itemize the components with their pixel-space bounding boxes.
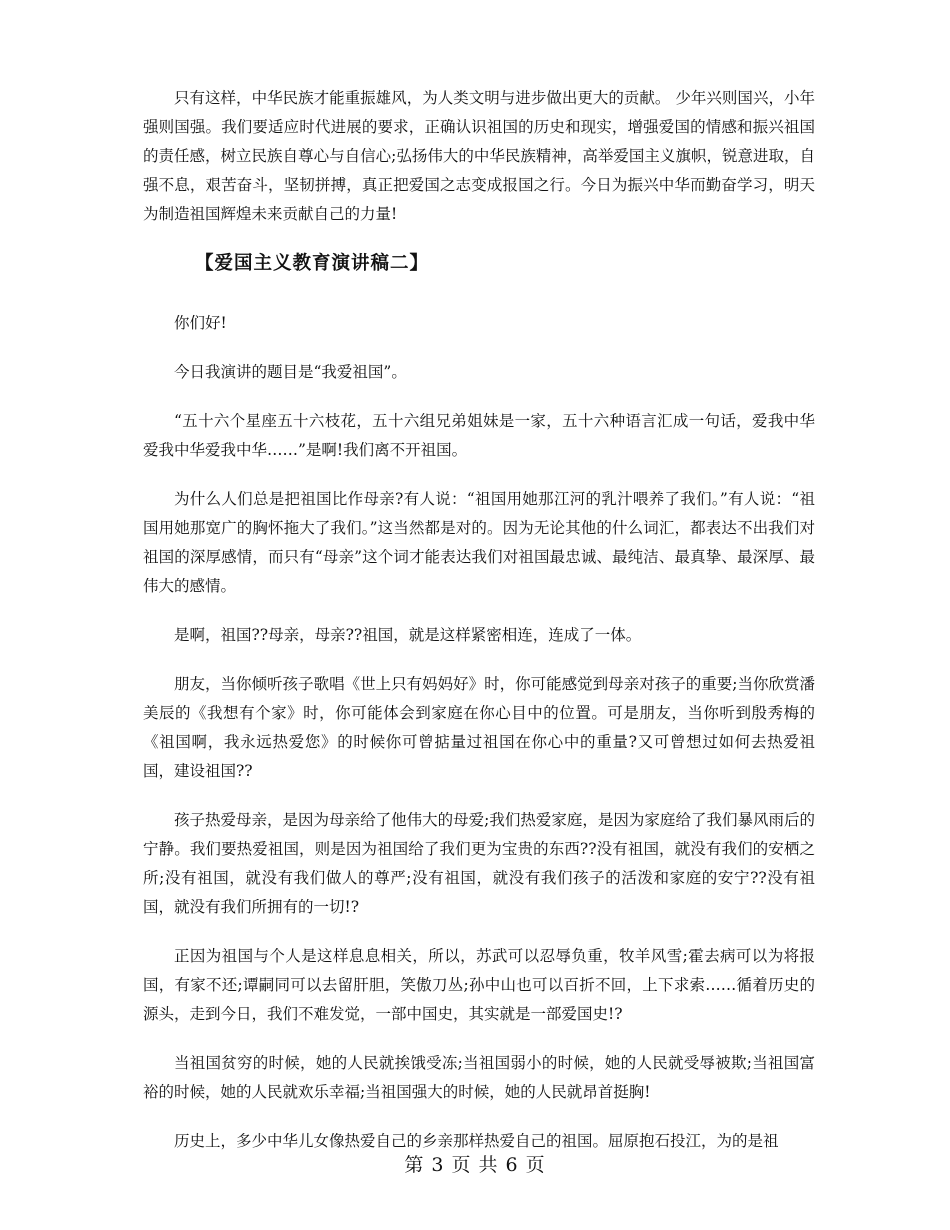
paragraph: 历史上，多少中华儿女像热爱自己的乡亲那样热爱自己的祖国。屈原抱石投江，为的是祖	[174, 1132, 779, 1150]
document-body	[143, 84, 815, 1176]
paragraph: 朋友，当你倾听孩子歌唱《世上只有妈妈好》时，你可能感觉到母亲对孩子的重要;当你欣赏潘美辰的《我想有个家》时，你可能体会到家庭在你心目中的位置。可是朋友，当你听到殷秀梅的《祖国啊，我永远热爱您》的时候你可曾掂量过祖国在你心中的重量?又可曾想过如何去热爱祖国，建设祖国??	[143, 675, 815, 780]
paragraph: 今日我演讲的题目是“我爱祖国”。	[174, 363, 407, 381]
paragraph: “五十六个星座五十六枝花，五十六组兄弟姐妹是一家，五十六种语言汇成一句话，爱我中华爱我中华爱我中华……”是啊!我们离不开祖国。	[143, 412, 815, 459]
paragraph: 正因为祖国与个人是这样息息相关，所以，苏武可以忍辱负重，牧羊风雪;霍去病可以为将报国，有家不还;谭嗣同可以去留肝胆，笑傲刀丛;孙中山也可以百折不回，上下求索……循着历史的源头，走到今日，我们不难发觉，一部中国史，其实就是一部爱国史!?	[143, 947, 815, 1023]
paragraph: 孩子热爱母亲，是因为母亲给了他伟大的母爱;我们热爱家庭，是因为家庭给了我们暴风雨后的宁静。我们要热爱祖国，则是因为祖国给了我们更为宝贵的东西??没有祖国，就没有我们的安栖之所;没有祖国，就没有我们做人的尊严;没有祖国，就没有我们孩子的活泼和家庭的安宁??没有祖国，就没有我们所拥有的一切!?	[143, 811, 815, 916]
paragraph: 当祖国贫穷的时候，她的人民就挨饿受冻;当祖国弱小的时候，她的人民就受辱被欺;当祖国富裕的时候，她的人民就欢乐幸福;当祖国强大的时候，她的人民就昂首挺胸!	[143, 1054, 815, 1101]
page-number-footer: 第 3 页 共 6 页	[404, 1154, 546, 1176]
paragraph: 你们好!	[174, 314, 227, 332]
paragraph: 为什么人们总是把祖国比作母亲?有人说：“祖国用她那江河的乳汁喂养了我们。”有人说：“祖国用她那宽广的胸怀拖大了我们。”这当然都是对的。因为无论其他的什么词汇，都表达不出我们对祖国的深厚感情，而只有“母亲”这个词才能表达我们对祖国最忠诚、最纯洁、最真挚、最深厚、最伟大的感情。	[143, 490, 815, 595]
paragraph: 是啊，祖国??母亲，母亲??祖国，就是这样紧密相连，连成了一体。	[174, 626, 642, 644]
paragraph-intro: 只有这样，中华民族才能重振雄风，为人类文明与进步做出更大的贡献。 少年兴则国兴，小年强则国强。我们要适应时代进展的要求，正确认识祖国的历史和现实，增强爱国的情感和振兴祖国的责任感，树立民族自尊心与自信心;弘扬伟大的中华民族精神，高举爱国主义旗帜，锐意进取，自强不息，艰苦奋斗，坚韧拼搏，真正把爱国之志变成报国之行。今日为振兴中华而勤奋学习，明天为制造祖国辉煌未来贡献自己的力量!	[143, 89, 815, 223]
section-heading: 【爱国主义教育演讲稿二】	[195, 253, 430, 274]
